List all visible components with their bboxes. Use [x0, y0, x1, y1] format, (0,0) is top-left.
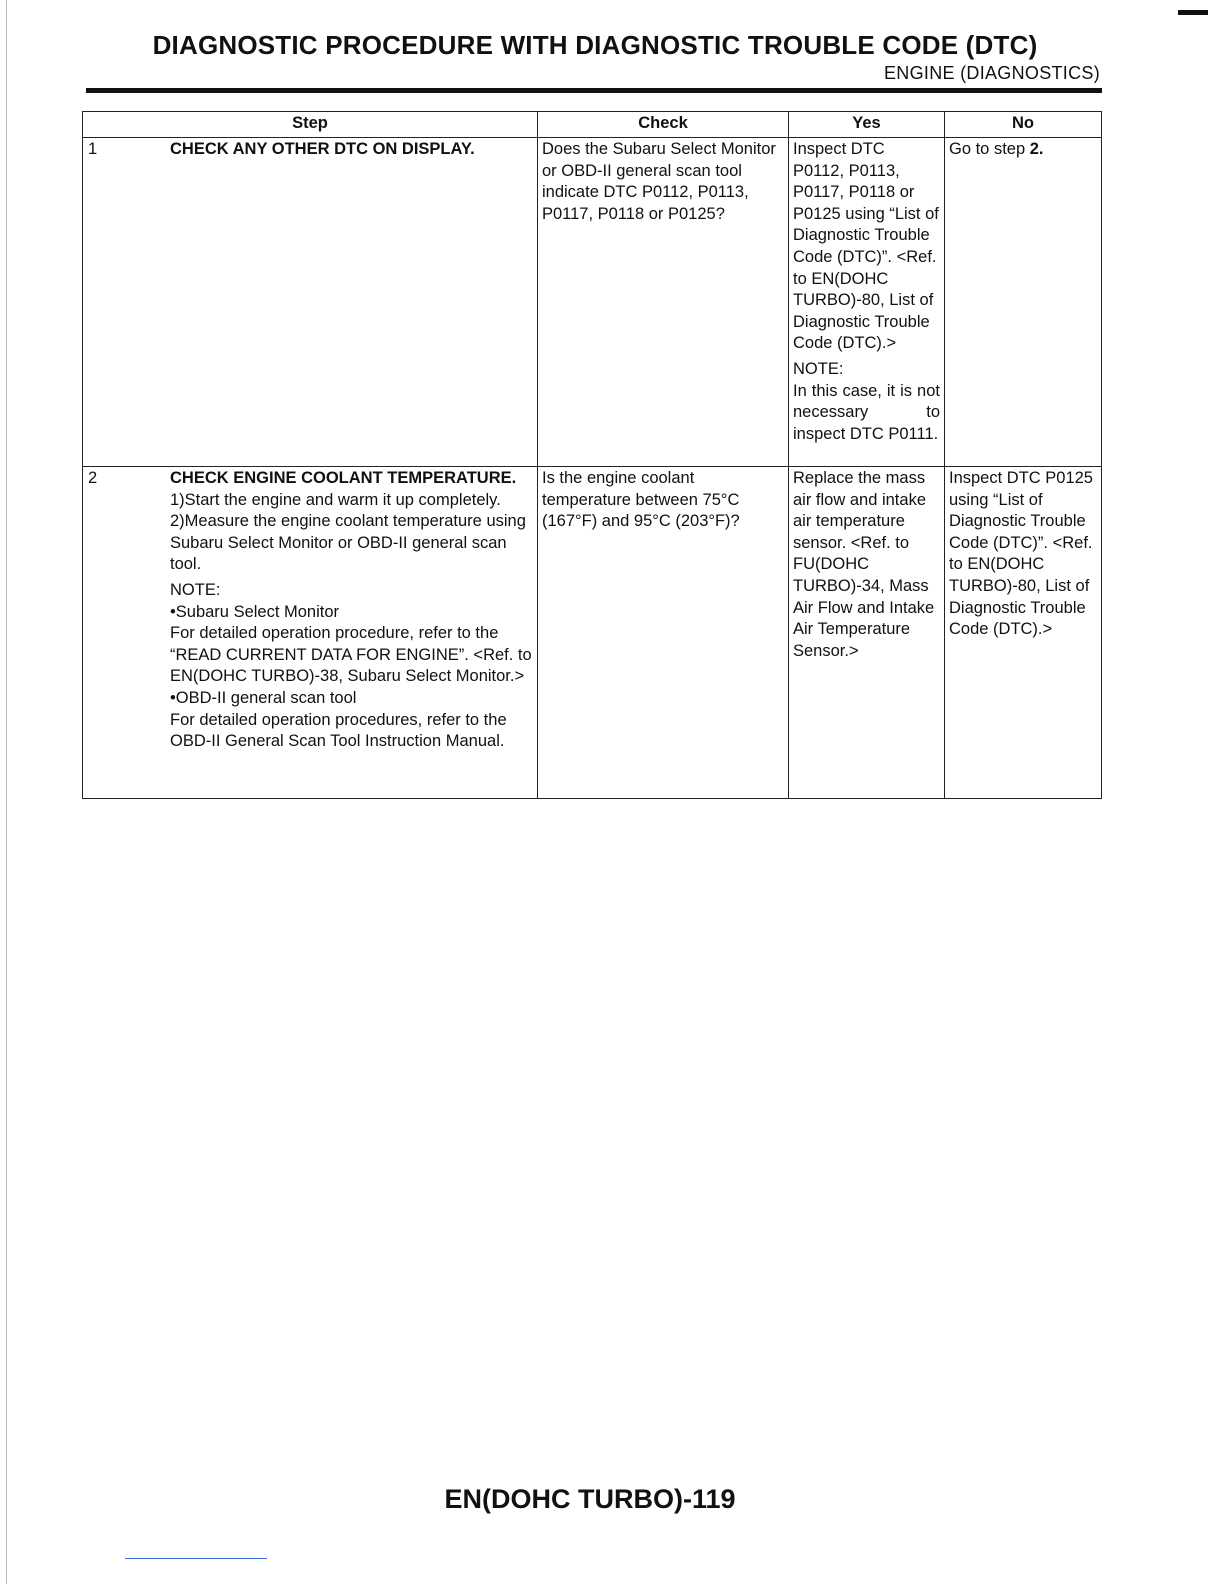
- check-question: Is the engine coolant temperature between 75°C (167°F) and 95°C (203°F)?: [542, 469, 740, 531]
- column-header-step: Step: [83, 112, 538, 138]
- table-row: [83, 467, 1102, 799]
- check-cell: [538, 467, 789, 799]
- step-note-line: For detailed operation procedure, refer to the “READ CURRENT DATA FOR ENGINE”. <Ref. to EN(DOHC TURBO)-38, Subaru Select Monitor.>: [170, 624, 532, 686]
- left-margin-rule: [6, 0, 7, 1584]
- step-note-label: NOTE:: [170, 580, 221, 599]
- no-step-reference: 2.: [1029, 140, 1044, 158]
- column-header-no: No: [945, 112, 1102, 138]
- section-subtitle: ENGINE (DIAGNOSTICS): [883, 63, 1100, 83]
- no-action: Inspect DTC P0125 using “List of Diagnostic Trouble Code (DTC)”. <Ref. to EN(DOHC TURBO)-80, List of Diagnostic Trouble Code (DTC).>: [949, 469, 1093, 639]
- step-title: CHECK ENGINE COOLANT TEMPERATURE.: [170, 469, 517, 487]
- column-header-yes: Yes: [789, 112, 945, 138]
- column-header-check: Check: [538, 112, 789, 138]
- step-cell: [83, 138, 538, 467]
- no-cell: [945, 138, 1102, 467]
- step-title: CHECK ANY OTHER DTC ON DISPLAY.: [170, 140, 475, 158]
- header-rule: [86, 88, 1102, 93]
- page-number: EN(DOHC TURBO)-119: [444, 1484, 736, 1514]
- yes-cell: [789, 467, 945, 799]
- no-cell: [945, 467, 1102, 799]
- no-action: Go to step: [949, 140, 1030, 158]
- step-instruction: 1)Start the engine and warm it up completely.: [170, 490, 501, 509]
- corner-mark: [1178, 10, 1208, 15]
- step-note-line: •OBD-II general scan tool: [170, 688, 357, 707]
- step-instruction: 2)Measure the engine coolant temperature using Subaru Select Monitor or OBD-II general scan tool.: [170, 512, 526, 574]
- yes-action: Replace the mass air flow and intake air temperature sensor. <Ref. to FU(DOHC TURBO)-34, Mass Air Flow and Intake Air Temperature Sensor.>: [793, 469, 935, 660]
- check-cell: [538, 138, 789, 467]
- check-question: Does the Subaru Select Monitor or OBD-II general scan tool indicate DTC P0112, P0113, P0117, P0118 or P0125?: [542, 140, 776, 223]
- step-cell: [83, 467, 538, 799]
- page-title: DIAGNOSTIC PROCEDURE WITH DIAGNOSTIC TROUBLE CODE (DTC): [152, 30, 1038, 60]
- diagnostic-procedure-table: [82, 111, 1102, 799]
- step-note-line: •Subaru Select Monitor: [170, 602, 340, 621]
- yes-cell: [789, 138, 945, 467]
- yes-action: Inspect DTC P0112, P0113, P0117, P0118 or P0125 using “List of Diagnostic Trouble Code (DTC)”. <Ref. to EN(DOHC TURBO)-80, List of Diagnostic Trouble Code (DTC).>: [793, 140, 939, 353]
- step-number: 1: [88, 140, 98, 158]
- table-row: [83, 138, 1102, 467]
- table-header-row: [83, 112, 1102, 138]
- yes-note-label: NOTE:: [793, 359, 844, 378]
- step-number: 2: [88, 469, 98, 487]
- step-note-line: For detailed operation procedures, refer to the OBD-II General Scan Tool Instruction Manual.: [170, 710, 507, 751]
- yes-note-text: In this case, it is not necessary to inspect DTC P0111.: [793, 381, 940, 443]
- footer-blue-rule: [125, 1558, 267, 1559]
